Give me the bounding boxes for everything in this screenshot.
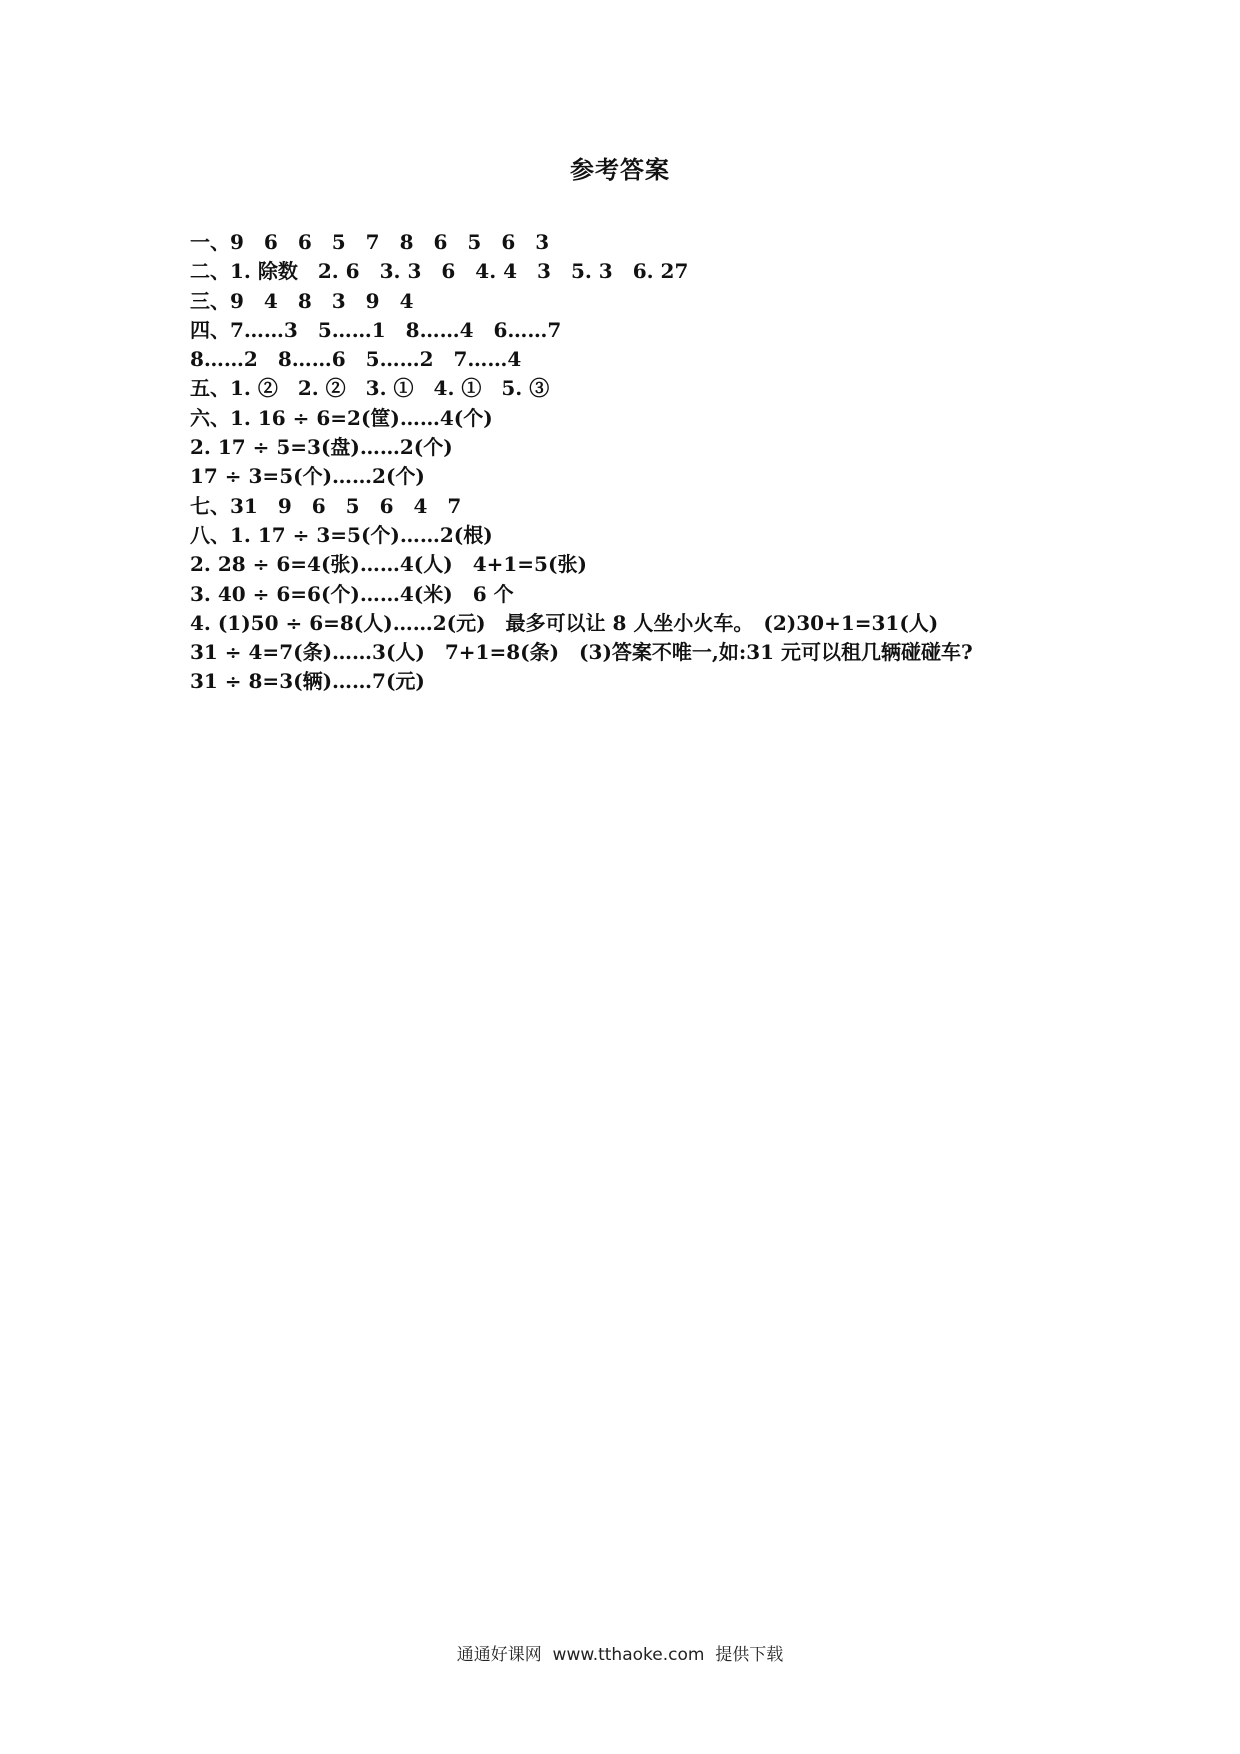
answer-line-10: 七、31 9 6 5 6 4 7 (190, 493, 462, 518)
answer-line-16: 31 ÷ 8=3(辆)……7(元) (190, 669, 425, 694)
answer-line-3: 三、9 4 8 3 9 4 (190, 288, 414, 313)
answer-line-1: 一、9 6 6 5 7 8 6 5 6 3 (190, 230, 550, 254)
footer-download-note: 通通好课网 www.tthaoke.com 提供下载 (456, 1645, 784, 1665)
answer-line-9: 17 ÷ 3=5(个)……2(个) (190, 464, 425, 489)
answer-line-2: 二、1. 除数 2. 6 3. 3 6 4. 4 3 5. 3 6. 27 (190, 259, 689, 284)
answer-line-5: 8……2 8……6 5……2 7……4 (190, 347, 522, 372)
answer-line-14: 4. (1)50 ÷ 6=8(人)……2(元) 最多可以让 8 人坐小火车。 (2)30+1=31(人) (190, 610, 939, 635)
answer-line-6: 五、1. ② 2. ② 3. ① 4. ① 5. ③ (190, 376, 550, 401)
page-title: 参考答案 (570, 155, 670, 184)
answer-line-15: 31 ÷ 4=7(条)……3(人) 7+1=8(条) (3)答案不唯一,如:31 元可以租几辆碰碰车? (190, 640, 973, 665)
answer-line-4: 四、7……3 5……1 8……4 6……7 (190, 317, 562, 342)
answer-line-8: 2. 17 ÷ 5=3(盘)……2(个) (190, 435, 453, 460)
answer-line-12: 2. 28 ÷ 6=4(张)……4(人) 4+1=5(张) (190, 552, 587, 577)
answer-line-13: 3. 40 ÷ 6=6(个)……4(米) 6 个 (190, 581, 514, 606)
answer-list (190, 228, 1190, 697)
answer-line-11: 八、1. 17 ÷ 3=5(个)……2(根) (190, 522, 493, 547)
answer-line-7: 六、1. 16 ÷ 6=2(筐)……4(个) (190, 405, 493, 430)
